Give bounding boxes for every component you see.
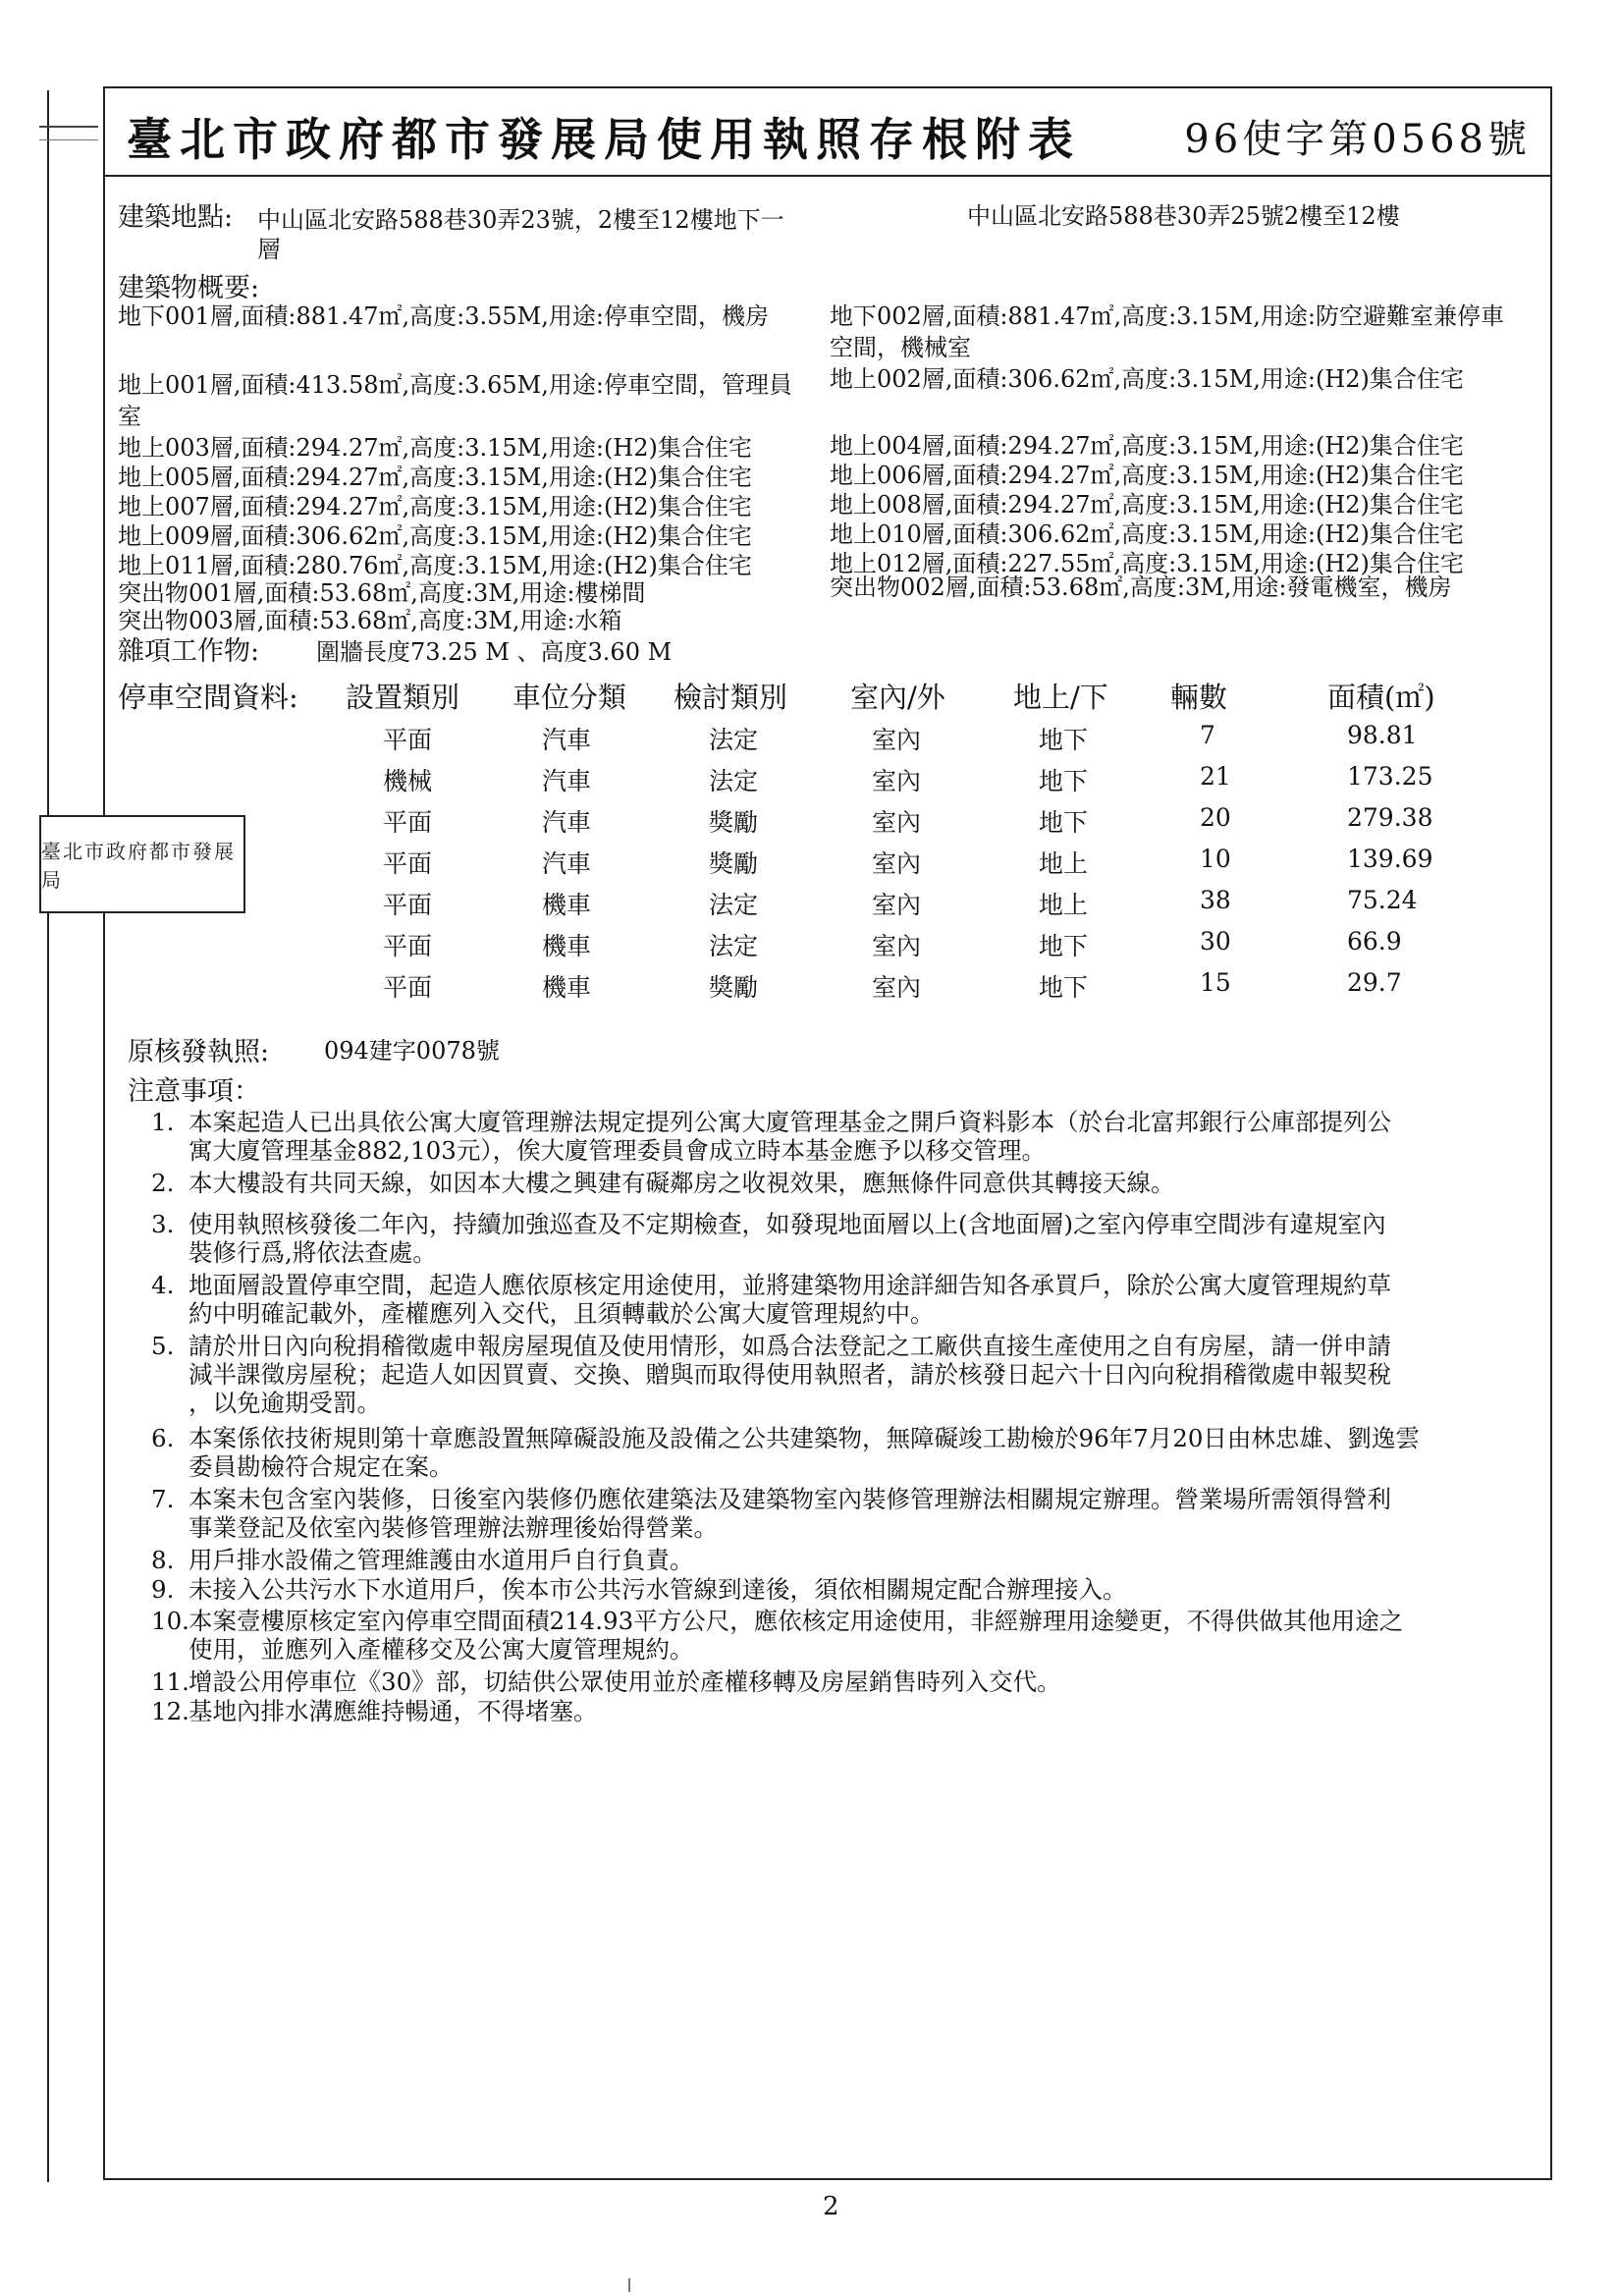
note-number: 9. <box>151 1575 175 1604</box>
scan-mark <box>39 126 98 128</box>
note-line: 增設公用停車位《30》部，切結供公眾使用並於產權移轉及房屋銷售時列入交代。 <box>189 1667 1061 1696</box>
note-text <box>189 1108 1543 1165</box>
note-line: 裝修行爲,將依法查處。 <box>189 1238 437 1267</box>
floor-left: 地上005層,面積:294.27㎡,高度:3.15M,用途:(H2)集合住宅 <box>118 464 752 491</box>
parking-cell: 75.24 <box>1347 886 1418 914</box>
parking-cell: 139.69 <box>1347 845 1433 873</box>
parking-cell: 汽車 <box>542 726 592 754</box>
parking-cell: 室內 <box>872 808 922 837</box>
note-number: 11. <box>151 1667 189 1696</box>
note-text <box>189 1575 1543 1604</box>
parking-cell: 法定 <box>709 891 759 919</box>
document-number: 96使字第0568號 <box>1184 117 1531 162</box>
note-text <box>189 1271 1543 1328</box>
floor-left: 突出物001層,面積:53.68㎡,高度:3M,用途:樓梯間 <box>118 579 646 607</box>
floor-right: 突出物002層,面積:53.68㎡,高度:3M,用途:發電機室，機房 <box>830 574 1452 601</box>
note-item <box>151 1575 1545 1604</box>
scan-mark <box>628 2278 630 2292</box>
parking-cell: 15 <box>1200 968 1231 997</box>
floor-right: 地下002層,面積:881.47㎡,高度:3.15M,用途:防空避難室兼停車 <box>830 302 1504 330</box>
original-permit-label: 原核發執照: <box>128 1037 270 1067</box>
floor-left: 地上011層,面積:280.76㎡,高度:3.15M,用途:(H2)集合住宅 <box>118 552 752 579</box>
parking-cell: 平面 <box>383 808 433 837</box>
note-number: 10. <box>151 1607 189 1635</box>
floor-right: 地上008層,面積:294.27㎡,高度:3.15M,用途:(H2)集合住宅 <box>830 491 1464 519</box>
note-number: 4. <box>151 1271 175 1299</box>
parking-cell: 汽車 <box>542 767 592 795</box>
parking-header: 室內/外 <box>850 681 945 714</box>
floor-right: 地上010層,面積:306.62㎡,高度:3.15M,用途:(H2)集合住宅 <box>830 520 1464 548</box>
note-number: 5. <box>151 1332 175 1360</box>
parking-cell: 室內 <box>872 849 922 878</box>
parking-cell: 獎勵 <box>709 808 759 837</box>
note-number: 12. <box>151 1697 189 1725</box>
note-line: 本案係依技術規則第十章應設置無障礙設施及設備之公共建築物，無障礙竣工勘檢於96年7月20日由林忠雄、劉逸雲 <box>189 1424 1420 1452</box>
note-line: 使用，並應列入產權移交及公寓大廈管理規約。 <box>189 1635 694 1664</box>
note-line: 請於卅日內向稅捐稽徵處申報房屋現值及使用情形，如爲合法登記之工廠供直接生產使用之自有房屋，請一併申請 <box>189 1332 1391 1360</box>
notes-label: 注意事項： <box>128 1076 260 1107</box>
parking-cell: 平面 <box>383 891 433 919</box>
floor-right: 地上002層,面積:306.62㎡,高度:3.15M,用途:(H2)集合住宅 <box>830 365 1464 393</box>
parking-cell: 地上 <box>1039 891 1089 919</box>
floor-right-cont: 空間，機械室 <box>830 334 971 361</box>
parking-cell: 38 <box>1200 886 1231 914</box>
parking-cell: 室內 <box>872 891 922 919</box>
parking-cell: 平面 <box>383 973 433 1002</box>
note-line: 約中明確記載外，產權應列入交代，且須轉載於公寓大廈管理規約中。 <box>189 1299 935 1328</box>
parking-cell: 平面 <box>383 726 433 754</box>
parking-cell: 平面 <box>383 849 433 878</box>
note-item <box>151 1108 1545 1165</box>
parking-cell: 室內 <box>872 767 922 795</box>
site-value-1-cont: 層 <box>257 236 281 263</box>
parking-cell: 汽車 <box>542 808 592 837</box>
parking-cell: 獎勵 <box>709 849 759 878</box>
parking-cell: 地下 <box>1039 767 1089 795</box>
parking-cell: 機車 <box>542 973 592 1002</box>
floor-left: 突出物003層,面積:53.68㎡,高度:3M,用途:水箱 <box>118 607 622 634</box>
parking-cell: 地下 <box>1039 932 1089 960</box>
document-title: 臺北市政府都市發展局使用執照存根附表 <box>127 113 1081 166</box>
overview-label: 建築物概要: <box>118 273 260 303</box>
note-item <box>151 1485 1545 1542</box>
note-line: 用戶排水設備之管理維護由水道用戶自行負責。 <box>189 1546 694 1574</box>
parking-header: 檢討類別 <box>674 681 788 714</box>
parking-cell: 室內 <box>872 726 922 754</box>
note-item <box>151 1697 1545 1725</box>
parking-cell: 地下 <box>1039 808 1089 837</box>
parking-label: 停車空間資料: <box>118 681 298 714</box>
note-item <box>151 1424 1545 1481</box>
note-line: 減半課徵房屋稅；起造人如因買賣、交換、贈與而取得使用執照者，請於核發日起六十日內向稅捐稽徵處申報契稅 <box>189 1360 1391 1389</box>
note-text <box>189 1210 1543 1267</box>
parking-header: 車位分類 <box>512 681 627 714</box>
note-text <box>189 1546 1543 1574</box>
site-value-2: 中山區北安路588巷30弄25號2樓至12樓 <box>967 202 1400 230</box>
floor-left: 地上003層,面積:294.27㎡,高度:3.15M,用途:(H2)集合住宅 <box>118 434 752 462</box>
floor-right: 地上004層,面積:294.27㎡,高度:3.15M,用途:(H2)集合住宅 <box>830 432 1464 460</box>
stamp-text: 臺北市政府都市發展局 <box>41 840 236 892</box>
parking-cell: 279.38 <box>1347 803 1433 832</box>
parking-cell: 10 <box>1200 845 1231 873</box>
parking-cell: 獎勵 <box>709 973 759 1002</box>
parking-cell: 平面 <box>383 932 433 960</box>
note-line: 委員勘檢符合規定在案。 <box>189 1452 454 1481</box>
note-number: 6. <box>151 1424 175 1452</box>
note-line: 地面層設置停車空間，起造人應依原核定用途使用，並將建築物用途詳細告知各承買戶，除於公寓大廈管理規約草 <box>189 1271 1391 1299</box>
note-item <box>151 1169 1545 1197</box>
parking-header: 地上/下 <box>1013 681 1108 714</box>
note-line: 未接入公共污水下水道用戶，俟本市公共污水管線到達後，須依相關規定配合辦理接入。 <box>189 1575 1127 1604</box>
note-item <box>151 1210 1545 1267</box>
parking-cell: 室內 <box>872 932 922 960</box>
title-bar <box>105 88 1550 177</box>
floor-left: 地上001層,面積:413.58㎡,高度:3.65M,用途:停車空間，管理員 <box>118 371 792 399</box>
parking-cell: 地上 <box>1039 849 1089 878</box>
parking-header: 面積(㎡) <box>1327 681 1435 714</box>
note-number: 2. <box>151 1169 175 1197</box>
floor-left: 地下001層,面積:881.47㎡,高度:3.55M,用途:停車空間，機房 <box>118 302 769 330</box>
site-value-1: 中山區北安路588巷30弄23號，2樓至12樓地下一 <box>257 206 784 234</box>
note-line: 本大樓設有共同天線，如因本大樓之興建有礙鄰房之收視效果，應無條件同意供其轉接天線。 <box>189 1169 1175 1197</box>
note-text <box>189 1169 1543 1197</box>
parking-cell: 機車 <box>542 891 592 919</box>
outer-left-border <box>47 90 49 2182</box>
parking-cell: 173.25 <box>1347 762 1433 791</box>
parking-cell: 地下 <box>1039 973 1089 1002</box>
note-number: 7. <box>151 1485 175 1513</box>
parking-cell: 機械 <box>383 767 433 795</box>
note-number: 1. <box>151 1108 175 1136</box>
scan-mark <box>39 139 98 140</box>
parking-cell: 法定 <box>709 726 759 754</box>
parking-cell: 室內 <box>872 973 922 1002</box>
note-line: 本案起造人已出具依公寓大廈管理辦法規定提列公寓大廈管理基金之開戶資料影本（於台北富邦銀行公庫部提列公 <box>189 1108 1391 1136</box>
parking-cell: 29.7 <box>1347 968 1402 997</box>
parking-cell: 30 <box>1200 927 1231 956</box>
note-line: 使用執照核發後二年內，持續加強巡查及不定期檢查，如發現地面層以上(含地面層)之室內停車空間涉有違規室內 <box>189 1210 1386 1238</box>
parking-cell: 20 <box>1200 803 1231 832</box>
parking-header: 輛數 <box>1170 681 1228 714</box>
note-line: ，以免逾期受罰。 <box>189 1389 381 1417</box>
note-text <box>189 1697 1543 1725</box>
parking-cell: 7 <box>1200 721 1215 749</box>
parking-cell: 地下 <box>1039 726 1089 754</box>
floor-left-cont: 室 <box>118 403 141 430</box>
parking-cell: 21 <box>1200 762 1231 791</box>
note-item <box>151 1546 1545 1574</box>
note-line: 寓大廈管理基金882,103元），俟大廈管理委員會成立時本基金應予以移交管理。 <box>189 1136 1047 1165</box>
parking-cell: 機車 <box>542 932 592 960</box>
note-line: 本案壹樓原核定室內停車空間面積214.93平方公尺，應依核定用途使用，非經辦理用途變更，不得供做其他用途之 <box>189 1607 1404 1635</box>
parking-cell: 汽車 <box>542 849 592 878</box>
note-item <box>151 1667 1545 1696</box>
parking-cell: 98.81 <box>1347 721 1418 749</box>
official-seal-stamp <box>39 815 245 913</box>
note-text <box>189 1424 1543 1481</box>
floor-right: 地上006層,面積:294.27㎡,高度:3.15M,用途:(H2)集合住宅 <box>830 462 1464 489</box>
note-text <box>189 1332 1543 1417</box>
note-item <box>151 1607 1545 1664</box>
parking-cell: 法定 <box>709 767 759 795</box>
misc-works-value: 圍牆長度73.25 M 、高度3.60 M <box>316 638 673 666</box>
floor-left: 地上007層,面積:294.27㎡,高度:3.15M,用途:(H2)集合住宅 <box>118 493 752 520</box>
floor-right: 地上012層,面積:227.55㎡,高度:3.15M,用途:(H2)集合住宅 <box>830 550 1464 577</box>
page-number: 2 <box>823 2192 839 2221</box>
parking-cell: 法定 <box>709 932 759 960</box>
note-number: 8. <box>151 1546 175 1574</box>
note-text <box>189 1485 1543 1542</box>
note-number: 3. <box>151 1210 175 1238</box>
site-label: 建築地點: <box>118 202 234 233</box>
note-line: 事業登記及依室內裝修管理辦法辦理後始得營業。 <box>189 1513 718 1542</box>
note-line: 本案未包含室內裝修，日後室內裝修仍應依建築法及建築物室內裝修管理辦法相關規定辦理。營業場所需領得營利 <box>189 1485 1391 1513</box>
note-text <box>189 1667 1543 1696</box>
misc-works-label: 雜項工作物: <box>118 636 260 667</box>
note-item <box>151 1332 1545 1417</box>
floor-left: 地上009層,面積:306.62㎡,高度:3.15M,用途:(H2)集合住宅 <box>118 522 752 550</box>
original-permit-value: 094建字0078號 <box>324 1037 500 1065</box>
parking-header: 設置類別 <box>346 681 460 714</box>
note-text <box>189 1607 1543 1664</box>
parking-cell: 66.9 <box>1347 927 1402 956</box>
note-line: 基地內排水溝應維持暢通，不得堵塞。 <box>189 1697 598 1725</box>
note-item <box>151 1271 1545 1328</box>
